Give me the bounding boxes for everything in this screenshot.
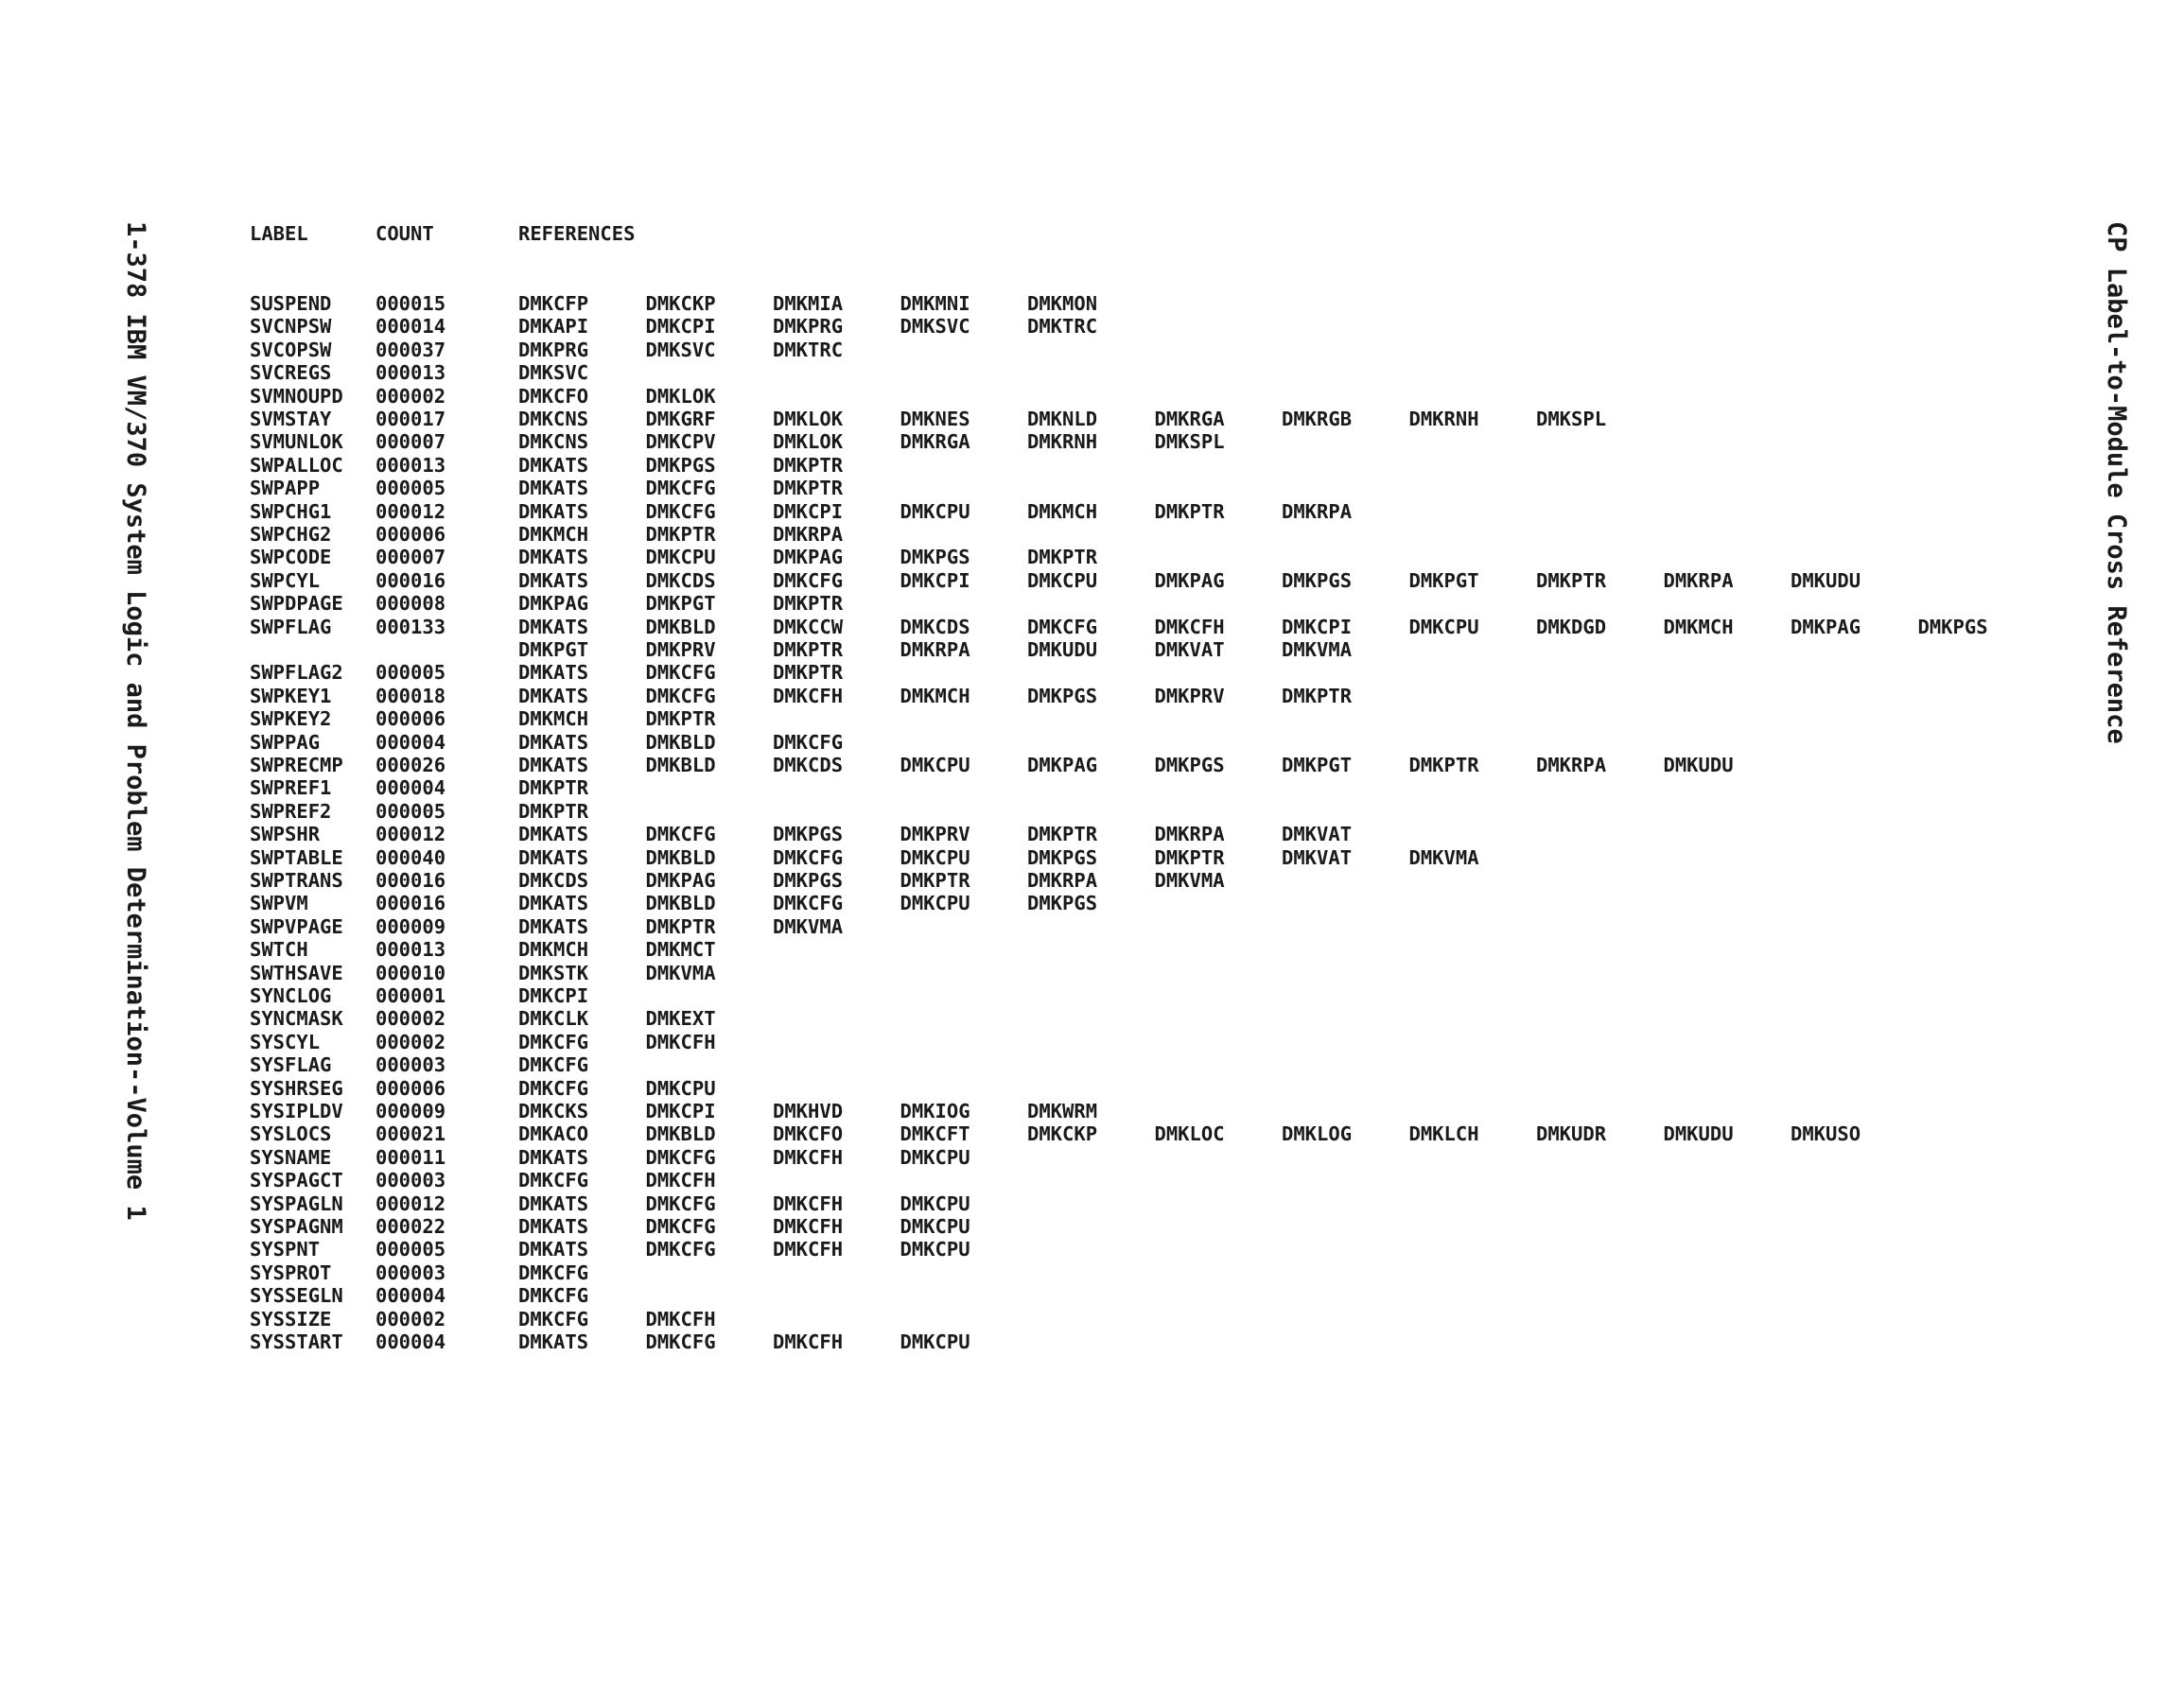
row-label: SUSPEND [250,292,332,315]
row-count: 000003 [376,1053,446,1077]
module-reference: DMKMON [1027,292,1098,315]
module-reference: DMKRPA [773,523,844,546]
module-reference: DMKPGS [1027,892,1098,915]
module-reference: DMKCPU [1408,615,1479,638]
row-count: 000005 [376,1238,446,1261]
module-reference: DMKCFG [645,1238,716,1261]
row-label: SYSIPLDV [250,1100,343,1122]
module-reference: DMKCPU [900,1330,970,1353]
module-reference: DMKCPV [645,430,716,454]
module-reference: DMKCFG [518,1307,589,1330]
module-reference: DMKVMA [773,914,844,938]
module-reference: DMKVMA [1408,845,1479,869]
row-label: SVMUNLOK [250,430,343,454]
row-label: SWPCHG1 [250,499,332,523]
module-reference: DMKMCH [518,938,589,962]
row-count: 000006 [376,523,446,546]
module-reference: DMKUDU [1663,1122,1734,1146]
module-reference: DMKCPI [900,568,970,592]
module-reference: DMKVMA [1154,869,1225,892]
module-reference: DMKCFG [773,892,844,915]
module-reference: DMKCLK [518,1007,589,1031]
module-reference: DMKPAG [1154,568,1225,592]
row-label: SYSSEGLN [250,1284,343,1308]
row-label: SWPKEY2 [250,707,332,731]
side-caption-right: CP Label-to-Module Cross Reference [2102,221,2131,744]
module-reference: DMKATS [518,546,589,569]
module-reference: DMKCPU [900,499,970,523]
module-reference: DMKCFG [518,1053,589,1077]
module-reference: DMKBLD [645,845,716,869]
module-reference: DMKPGS [645,453,716,477]
module-reference: DMKBLD [645,615,716,638]
row-count: 000005 [376,661,446,685]
module-reference: DMKATS [518,1238,589,1261]
module-reference: DMKLOK [773,408,844,430]
row-label: SWPTABLE [250,845,343,869]
module-reference: DMKMCT [645,938,716,962]
module-reference: DMKATS [518,1145,589,1169]
row-count: 000002 [376,1030,446,1053]
module-reference: DMKATS [518,684,589,707]
row-count: 000040 [376,845,446,869]
module-reference: DMKRGB [1282,408,1353,430]
module-reference: DMKPGT [1282,754,1353,776]
module-reference: DMKCPU [900,845,970,869]
module-reference: DMKCFT [900,1122,970,1146]
module-reference: DMKRPA [1027,869,1098,892]
row-count: 000003 [376,1261,446,1284]
row-count: 000007 [376,430,446,454]
module-reference: DMKLOC [1154,1122,1225,1146]
row-count: 000016 [376,869,446,892]
module-reference: DMKRNH [1408,408,1479,430]
row-count: 000037 [376,338,446,361]
module-reference: DMKPGS [900,546,970,569]
module-reference: DMKRPA [1536,754,1607,776]
row-count: 000006 [376,1076,446,1100]
row-count: 000007 [376,546,446,569]
module-reference: DMKPGS [1154,754,1225,776]
module-reference: DMKCDS [518,869,589,892]
row-count: 000002 [376,384,446,408]
module-reference: DMKVMA [1282,638,1353,661]
row-count: 000018 [376,684,446,707]
module-reference: DMKCFH [645,1169,716,1192]
module-reference: DMKCFH [773,1238,844,1261]
module-reference: DMKPRG [773,315,844,339]
row-label: SWPCODE [250,546,332,569]
module-reference: DMKCPU [645,546,716,569]
row-label: SYSPAGCT [250,1169,343,1192]
row-label: SYSPNT [250,1238,321,1261]
row-label: SYSPAGNM [250,1215,343,1238]
references-column-header: REFERENCES [518,222,636,245]
module-reference: DMKPGT [1408,568,1479,592]
module-reference: DMKRPA [900,638,970,661]
row-label: SWPFLAG2 [250,661,343,685]
module-reference: DMKCFG [645,477,716,500]
module-reference: DMKCFH [773,1191,844,1215]
module-reference: DMKPRV [645,638,716,661]
module-reference: DMKPTR [518,799,589,823]
module-reference: DMKPTR [1027,823,1098,846]
module-reference: DMKUDU [1027,638,1098,661]
module-reference: DMKRGA [900,430,970,454]
module-reference: DMKCFH [645,1307,716,1330]
row-label: SYNCLOG [250,984,332,1007]
module-reference: DMKNES [900,408,970,430]
module-reference: DMKAPI [518,315,589,339]
module-reference: DMKATS [518,568,589,592]
module-reference: DMKPTR [645,523,716,546]
module-reference: DMKHVD [773,1100,844,1122]
module-reference: DMKUDR [1536,1122,1607,1146]
module-reference: DMKPRG [518,338,589,361]
module-reference: DMKMCH [1027,499,1098,523]
module-reference: DMKCFH [773,1330,844,1353]
module-reference: DMKATS [518,823,589,846]
row-label: SYSLOCS [250,1122,332,1146]
row-count: 000013 [376,361,446,385]
module-reference: DMKLOK [773,430,844,454]
module-reference: DMKATS [518,1215,589,1238]
module-reference: DMKPTR [773,661,844,685]
module-reference: DMKPTR [645,707,716,731]
module-reference: DMKCKP [645,292,716,315]
module-reference: DMKLCH [1408,1122,1479,1146]
row-count: 000008 [376,592,446,616]
module-reference: DMKPTR [773,592,844,616]
row-label: SWPREF1 [250,776,332,800]
row-count: 000002 [376,1007,446,1031]
module-reference: DMKCFG [773,568,844,592]
module-reference: DMKPGS [1917,615,1988,638]
row-label: SWPVPAGE [250,914,343,938]
row-count: 000016 [376,568,446,592]
row-label: SWPRECMP [250,754,343,776]
row-count: 000026 [376,754,446,776]
module-reference: DMKCCW [773,615,844,638]
module-reference: DMKCFG [518,1169,589,1192]
module-reference: DMKCFG [518,1261,589,1284]
module-reference: DMKPRV [900,823,970,846]
module-reference: DMKCNS [518,408,589,430]
module-reference: DMKPTR [1536,568,1607,592]
module-reference: DMKVMA [645,961,716,984]
module-reference: DMKCPU [900,1238,970,1261]
row-label: SWPTRANS [250,869,343,892]
row-count: 000012 [376,1191,446,1215]
row-count: 000011 [376,1145,446,1169]
module-reference: DMKVAT [1282,845,1353,869]
module-reference: DMKCFG [518,1076,589,1100]
row-label: SWPFLAG [250,615,332,638]
module-reference: DMKRPA [1282,499,1353,523]
module-reference: DMKDGD [1536,615,1607,638]
module-reference: DMKCFH [773,1215,844,1238]
row-count: 000017 [376,408,446,430]
module-reference: DMKUDU [1663,754,1734,776]
module-reference: DMKTRC [773,338,844,361]
row-label: SVCREGS [250,361,332,385]
row-count: 000012 [376,499,446,523]
row-label: SYSSTART [250,1330,343,1353]
module-reference: DMKSPL [1536,408,1607,430]
module-reference: DMKTRC [1027,315,1098,339]
module-reference: DMKNLD [1027,408,1098,430]
module-reference: DMKCPI [518,984,589,1007]
row-label: SVMNOUPD [250,384,343,408]
module-reference: DMKCKP [1027,1122,1098,1146]
row-label: SYSPAGLN [250,1191,343,1215]
row-label: SWPSHR [250,823,321,846]
row-count: 000016 [376,892,446,915]
module-reference: DMKCPU [900,1191,970,1215]
module-reference: DMKATS [518,845,589,869]
row-label: SWPCHG2 [250,523,332,546]
row-count: 000013 [376,453,446,477]
row-count: 000012 [376,823,446,846]
module-reference: DMKBLD [645,1122,716,1146]
module-reference: DMKCKS [518,1100,589,1122]
module-reference: DMKATS [518,754,589,776]
row-count: 000002 [376,1307,446,1330]
module-reference: DMKCFG [773,730,844,754]
module-reference: DMKCFG [645,684,716,707]
module-reference: DMKPGT [645,592,716,616]
row-count: 000004 [376,730,446,754]
module-reference: DMKCFG [645,1330,716,1353]
module-reference: DMKPTR [645,914,716,938]
module-reference: DMKPTR [900,869,970,892]
module-reference: DMKCFO [773,1122,844,1146]
module-reference: DMKCPU [645,1076,716,1100]
module-reference: DMKATS [518,615,589,638]
module-reference: DMKPGS [1027,845,1098,869]
module-reference: DMKMCH [1663,615,1734,638]
module-reference: DMKPGS [773,869,844,892]
row-label: SWPAPP [250,477,321,500]
module-reference: DMKATS [518,661,589,685]
module-reference: DMKPGS [1027,684,1098,707]
module-reference: DMKBLD [645,892,716,915]
module-reference: DMKCFG [645,823,716,846]
module-reference: DMKCFG [645,1145,716,1169]
module-reference: DMKCDS [773,754,844,776]
module-reference: DMKSVC [518,361,589,385]
row-label: SWTCH [250,938,308,962]
module-reference: DMKPTR [518,776,589,800]
module-reference: DMKCDS [900,615,970,638]
row-count: 000004 [376,1330,446,1353]
row-count: 000015 [376,292,446,315]
module-reference: DMKCFG [645,499,716,523]
module-reference: DMKCFG [645,661,716,685]
module-reference: DMKPGT [518,638,589,661]
module-reference: DMKCFP [518,292,589,315]
row-count: 000001 [376,984,446,1007]
module-reference: DMKVAT [1154,638,1225,661]
module-reference: DMKCPI [773,499,844,523]
module-reference: DMKCFH [773,684,844,707]
module-reference: DMKSPL [1154,430,1225,454]
row-count: 000009 [376,914,446,938]
row-label: SWTHSAVE [250,961,343,984]
module-reference: DMKCFG [645,1215,716,1238]
module-reference: DMKATS [518,499,589,523]
module-reference: DMKGRF [645,408,716,430]
module-reference: DMKATS [518,1330,589,1353]
module-reference: DMKPTR [773,638,844,661]
module-reference: DMKRNH [1027,430,1098,454]
module-reference: DMKCFH [645,1030,716,1053]
module-reference: DMKCPI [1282,615,1353,638]
module-reference: DMKVAT [1282,823,1353,846]
module-reference: DMKPGS [773,823,844,846]
row-label: SWPVM [250,892,308,915]
module-reference: DMKCPU [1027,568,1098,592]
module-reference: DMKBLD [645,754,716,776]
module-reference: DMKCFG [773,845,844,869]
row-label: SYSHRSEG [250,1076,343,1100]
row-count: 000010 [376,961,446,984]
module-reference: DMKCPU [900,1145,970,1169]
module-reference: DMKATS [518,730,589,754]
row-label: SYSFLAG [250,1053,332,1077]
module-reference: DMKSVC [900,315,970,339]
module-reference: DMKCPI [645,1100,716,1122]
module-reference: DMKCFG [518,1284,589,1308]
module-reference: DMKCFG [645,1191,716,1215]
row-label: SYSSIZE [250,1307,332,1330]
module-reference: DMKCFO [518,384,589,408]
row-count: 000133 [376,615,446,638]
module-reference: DMKCNS [518,430,589,454]
module-reference: DMKATS [518,1191,589,1215]
row-count: 000004 [376,776,446,800]
row-label: SWPPAG [250,730,321,754]
module-reference: DMKCPU [900,754,970,776]
module-reference: DMKSVC [645,338,716,361]
module-reference: DMKCDS [645,568,716,592]
module-reference: DMKPRV [1154,684,1225,707]
row-label: SWPKEY1 [250,684,332,707]
row-label: SYSPROT [250,1261,332,1284]
module-reference: DMKCFH [1154,615,1225,638]
row-label: SWPREF2 [250,799,332,823]
module-reference: DMKMNI [900,292,970,315]
module-reference: DMKPAG [773,546,844,569]
row-count: 000021 [376,1122,446,1146]
row-label: SVCNPSW [250,315,332,339]
module-reference: DMKPTR [773,453,844,477]
module-reference: DMKCPI [645,315,716,339]
row-label: SWPALLOC [250,453,343,477]
row-label: SYSCYL [250,1030,321,1053]
module-reference: DMKPAG [1791,615,1861,638]
module-reference: DMKCFH [773,1145,844,1169]
module-reference: DMKPTR [1408,754,1479,776]
module-reference: DMKLOK [645,384,716,408]
module-reference: DMKPTR [1282,684,1353,707]
module-reference: DMKIOG [900,1100,970,1122]
module-reference: DMKRPA [1663,568,1734,592]
module-reference: DMKWRM [1027,1100,1098,1122]
module-reference: DMKMCH [518,523,589,546]
module-reference: DMKSTK [518,961,589,984]
module-reference: DMKRPA [1154,823,1225,846]
row-count: 000022 [376,1215,446,1238]
side-caption-left: 1-378 IBM VM/370 System Logic and Problem Determination--Volume 1 [121,221,150,1221]
module-reference: DMKATS [518,477,589,500]
module-reference: DMKCFG [518,1030,589,1053]
module-reference: DMKATS [518,892,589,915]
row-count: 000005 [376,799,446,823]
row-count: 000014 [376,315,446,339]
module-reference: DMKCPU [900,892,970,915]
row-label: SVMSTAY [250,408,332,430]
module-reference: DMKMCH [518,707,589,731]
module-reference: DMKMCH [900,684,970,707]
row-label: SWPDPAGE [250,592,343,616]
module-reference: DMKPTR [1154,499,1225,523]
row-count: 000004 [376,1284,446,1308]
row-count: 000009 [376,1100,446,1122]
module-reference: DMKATS [518,453,589,477]
row-label: SVCOPSW [250,338,332,361]
count-column-header: COUNT [376,222,434,245]
module-reference: DMKRGA [1154,408,1225,430]
module-reference: DMKBLD [645,730,716,754]
module-reference: DMKEXT [645,1007,716,1031]
row-count: 000003 [376,1169,446,1192]
module-reference: DMKPTR [1154,845,1225,869]
row-label: SYSNAME [250,1145,332,1169]
module-reference: DMKPTR [1027,546,1098,569]
module-reference: DMKATS [518,914,589,938]
row-count: 000006 [376,707,446,731]
row-label: SWPCYL [250,568,321,592]
module-reference: DMKMIA [773,292,844,315]
module-reference: DMKCFG [1027,615,1098,638]
module-reference: DMKPTR [773,477,844,500]
row-count: 000013 [376,938,446,962]
module-reference: DMKACO [518,1122,589,1146]
module-reference: DMKLOG [1282,1122,1353,1146]
module-reference: DMKPGS [1282,568,1353,592]
label-column-header: LABEL [250,222,308,245]
module-reference: DMKPAG [1027,754,1098,776]
row-count: 000005 [376,477,446,500]
module-reference: DMKUDU [1791,568,1861,592]
module-reference: DMKPAG [518,592,589,616]
row-label: SYNCMASK [250,1007,343,1031]
module-reference: DMKUSO [1791,1122,1861,1146]
module-reference: DMKPAG [645,869,716,892]
module-reference: DMKCPU [900,1215,970,1238]
